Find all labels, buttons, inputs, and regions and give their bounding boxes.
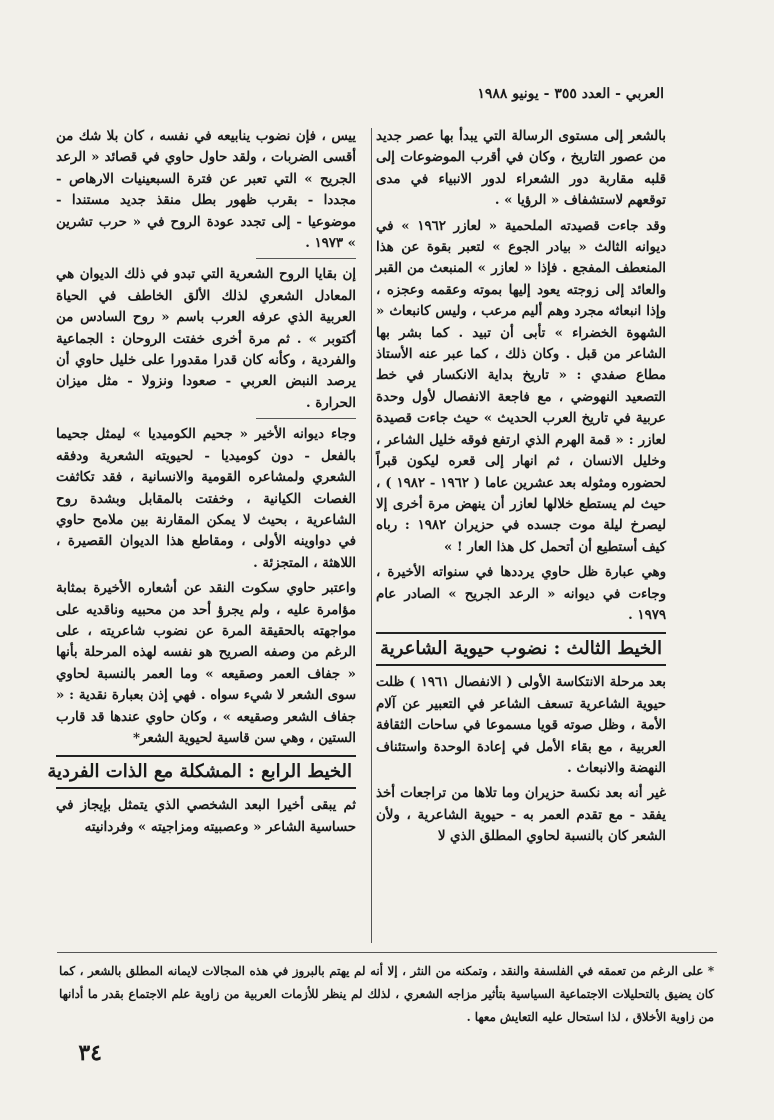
paragraph-rule [256, 418, 356, 419]
footnote-rule [57, 952, 717, 953]
body-paragraph: غير أنه بعد نكسة حزيران وما تلاها من تراجعات أخذ يفقد - مع تقدم العمر به - حيوية الشاعرية ، ولأن الشعر كان بالنسبة لحاوي المطلق الذي لا [376, 786, 666, 845]
paragraph-rule [256, 258, 356, 259]
body-paragraph: وجاء ديوانه الأخير « جحيم الكوميديا » ليمثل جحيما بالفعل - دون كوميديا - لحيويته الشعرية ودفقه الشعري ولمشاعره القومية والانسانية ، فقد تكاثفت الغصات الكيانية ، وخفتت بالمقابل وبشدة روح الشاعرية ، بحيث لا يمكن المقارنة بين ملامح حاوي في دواوينه الأولى ، ومقاطع هذا الديوان القصيرة ، اللاهثة ، المتجزئة . [56, 427, 356, 571]
footnote: * على الرغم من تعمقه في الفلسفة والنقد ، وتمكنه من النثر ، إلا أنه لم يهتم بالبروز في هذه المجالات لايمانه المطلق بالشعر ، كما كان يضيق بالتحليلات الاجتماعية السياسية بتأثير مزاجه الشعري ، لذلك لم ينظر للأزمات العربية من زاوية علم الاجتماع بقدر ما أدانها من زاوية الأخلاق ، لذا استحال عليه التعايش معها . [59, 964, 714, 1024]
body-paragraph: ييس ، فإن نضوب ينابيعه في نفسه ، كان بلا شك من أقسى الضربات ، ولقد حاول حاوي في قصائد « الرعد الجريح » التي تعبر عن فترة السبعينيات الارهاص - مجددا - بقرب ظهور بطل منقذ جديد مستندا - موضوعيا - إلى تجدد عودة الروح في « حرب تشرين » ١٩٧٣ . [56, 129, 356, 252]
body-paragraph: بالشعر إلى مستوى الرسالة التي يبدأ بها عصر جديد من عصور التاريخ ، وكان في أقرب الموضوعات إلى قلبه مقاربة دور الشعراء لدور الانبياء في مدى توقعهم لاستشفاف « الرؤيا » . [376, 129, 666, 209]
right-column [376, 126, 666, 944]
body-paragraph: ثم يبقى أخيرا البعد الشخصي الذي يتمثل بإيجاز في حساسية الشاعر « وعصبيته ومزاجيته » وفردانيته [56, 798, 356, 835]
body-paragraph: وقد جاءت قصيدته الملحمية « لعازر ١٩٦٢ » في ديوانه الثالث « بيادر الجوع » لتعبر بقوة عن هذا المنعطف المفجع . فإذا « لعازر » المنبعث من القبر والعائد إلى زوجته يعود إليها بموته وعقمه وعجزه ، وإذا انبعاثه مجرد وهم أليم مرعب ، وليس كانبعاث « الشهوة الخضراء » تأبى أن تبيد . كما بشر بها الشاعر من قبل . وكان ذلك ، كما عبر عنه الأستاذ مطاع صفدي : « تاريخ بداية الانكسار في خط التصعيد النهوضي ، مع فاجعة الانفصال لأول وحدة عربية في تاريخ العرب الحديث » حيث جاءت قصيدة لعازر : « قمة الهرم الذي ارتفع فوقه خليل الشاعر ، وخليل الانسان ، ثم انهار إلى قعره ليكون قبراً لحضوره ومثوله بعد عشرين عاما ( ١٩٦٢ - ١٩٨٢ ) ، حيث لم يستطع خلالها لعازر أن ينهض مرة أخرى إلا ليصرخ ليلة موت جسده في حزيران ١٩٨٢ : رباه كيف أستطيع أن أتحمل كل هذا العار ! » [376, 218, 667, 555]
section-heading-fourth-thread: الخيط الرابع : المشكلة مع الذات الفردية [56, 755, 356, 789]
body-paragraph: إن بقايا الروح الشعرية التي تبدو في ذلك الديوان هي المعادل الشعري لذلك الألق الخاطف في الحياة العربية الذي عرفه العرب باسم « روح السادس من أكتوبر » . ثم مرة أخرى خفتت الروحان : الجماعية والفردية ، وكأنه كان قدرا مقدورا على خليل حاوي أن يرصد النبض العربي - صعودا ونزولا - مثل ميزان الحرارة . [56, 267, 356, 411]
running-header: العربي - العدد ٣٥٥ - يونيو ١٩٨٨ [477, 86, 664, 102]
body-paragraph: وهي عبارة ظل حاوي يرددها في سنواته الأخيرة ، وجاءت في ديوانه « الرعد الجريح » الصادر عام ١٩٧٩ . [376, 565, 666, 623]
column-divider [371, 128, 372, 943]
page-number: ٣٤ [78, 1040, 102, 1066]
left-column [47, 126, 356, 944]
body-paragraph: بعد مرحلة الانتكاسة الأولى ( الانفصال ١٩٦١ ) ظلت حيوية الشاعرية تسعف الشاعر في التعبير عن آلام الأمة ، وظل صوته قويا مسموعا في ساحات الثقافة العربية ، مع بقاء الأمل في إعادة الوحدة واستئناف النهضة والانبعاث . [376, 675, 667, 776]
body-paragraph: واعتبر حاوي سكوت النقد عن أشعاره الأخيرة بمثابة مؤامرة عليه ، ولم يجرؤ أحد من محبيه وناقديه على مواجهته بالحقيقة المرة عن نضوب شاعريته ، على الرغم من وصفه الصريح هو نفسه لهذه المرحلة بأنها « جفاف العمر وصقيعه » وما العمر بالنسبة لحاوي سوى الشعر لا شيء سواه . فهي إذن بعبارة نقدية : « جفاف الشعر وصقيعه » ، وكان حاوي عندها قد قارب الستين ، وهي سن قاسية لحيوية الشعر* [56, 581, 356, 746]
section-heading-third-thread: الخيط الثالث : نضوب حيوية الشاعرية [376, 632, 666, 666]
